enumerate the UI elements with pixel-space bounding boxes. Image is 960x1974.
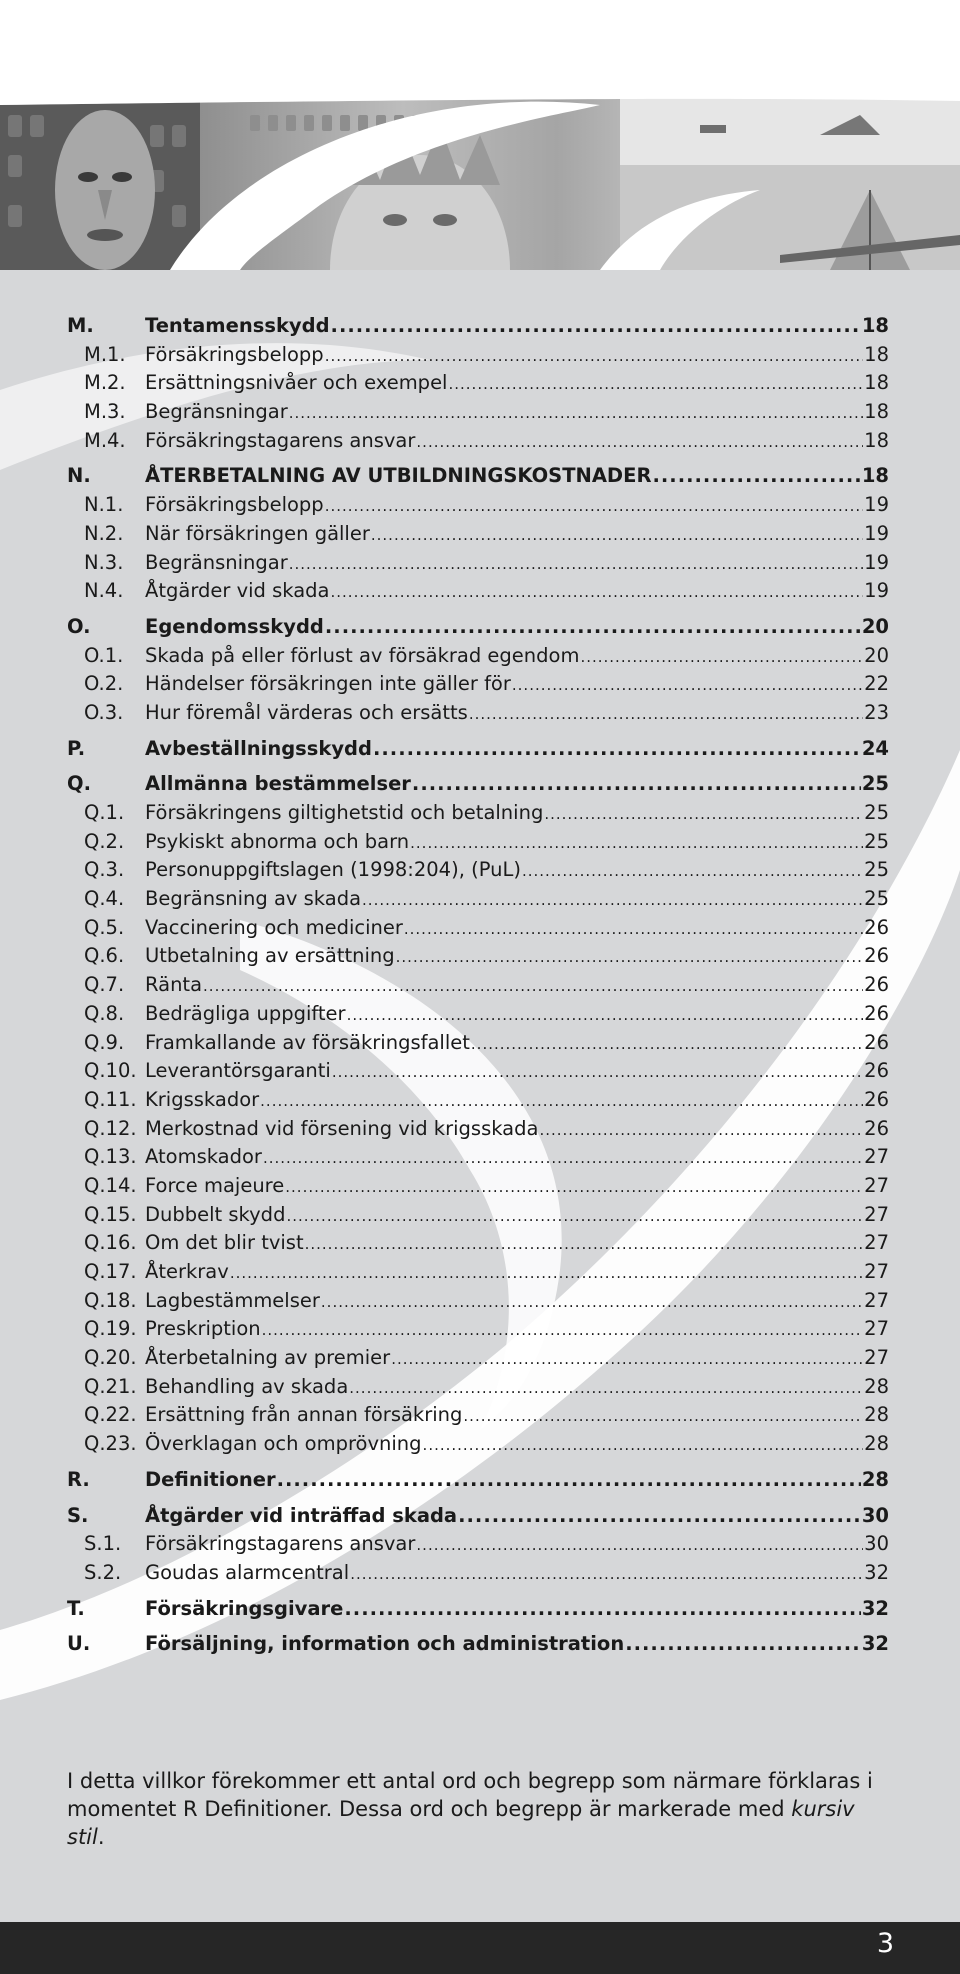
toc-entry-page: 25 xyxy=(864,829,889,853)
toc-entry-title: Definitioner xyxy=(145,1467,276,1491)
toc-entry-title: ÅTERBETALNING AV UTBILDNINGSKOSTNADER xyxy=(145,464,652,488)
toc-subsection-row xyxy=(67,1172,889,1201)
toc-entry-page: 26 xyxy=(864,944,889,968)
toc-subsection-row xyxy=(67,885,889,914)
toc-entry-title: Försäkringstagarens ansvar xyxy=(145,428,416,452)
toc-entry-title: Hur föremål värderas och ersätts xyxy=(145,700,468,724)
table-of-contents xyxy=(67,312,889,1659)
toc-entry-title: Försäkringstagarens ansvar xyxy=(145,1532,416,1556)
toc-dot-leader xyxy=(448,370,863,399)
toc-dot-leader xyxy=(416,1531,863,1560)
toc-entry-number: Q.22. xyxy=(84,1403,137,1427)
toc-entry-number: N.3. xyxy=(84,550,124,574)
toc-entry-title: Bedrägliga uppgifter xyxy=(145,1001,346,1025)
toc-entry-page: 20 xyxy=(861,614,889,638)
toc-entry-title: Tentamensskydd xyxy=(145,314,330,337)
toc-entry-title: Ersättningsnivåer och exempel xyxy=(145,371,448,395)
toc-entry-number: Q.14. xyxy=(84,1173,137,1197)
toc-entry-title: Egendomsskydd xyxy=(145,614,324,638)
toc-entry-title: Behandling av skada xyxy=(145,1374,349,1398)
toc-entry-page: 27 xyxy=(864,1173,889,1197)
toc-subsection-row xyxy=(67,549,889,578)
toc-entry-title: Återbetalning av premier xyxy=(145,1346,391,1370)
page-number: 3 xyxy=(876,1928,894,1959)
toc-entry-title: Ränta xyxy=(145,973,203,997)
toc-subsection-row xyxy=(67,642,889,671)
toc-subsection-row xyxy=(67,1143,889,1172)
toc-entry-number: Q.2. xyxy=(84,829,125,853)
toc-dot-leader xyxy=(416,428,863,457)
footer-bar xyxy=(0,1922,960,1974)
toc-entry-title: Försäkringsbelopp xyxy=(145,493,324,517)
toc-entry-page: 27 xyxy=(864,1145,889,1169)
toc-dot-leader xyxy=(305,1230,864,1259)
toc-dot-leader xyxy=(373,735,861,764)
toc-entry-page: 19 xyxy=(864,521,889,545)
toc-subsection-row xyxy=(67,369,889,398)
toc-subsection-row xyxy=(67,856,889,885)
toc-dot-leader xyxy=(469,700,863,729)
toc-dot-leader xyxy=(652,462,860,491)
toc-entry-number: M.2. xyxy=(84,371,126,395)
toc-entry-title: Försäkringsbelopp xyxy=(145,342,324,366)
toc-entry-page: 26 xyxy=(864,973,889,997)
toc-entry-title: Personuppgiftslagen (1998:204), (PuL) xyxy=(145,858,521,882)
toc-entry-page: 26 xyxy=(864,1059,889,1083)
toc-entry-number: Q.12. xyxy=(84,1116,137,1140)
toc-dot-leader xyxy=(325,342,863,371)
toc-subsection-row xyxy=(67,491,889,520)
toc-subsection-row xyxy=(67,914,889,943)
toc-entry-number: Q.7. xyxy=(84,973,125,997)
toc-entry-page: 20 xyxy=(864,643,889,667)
toc-subsection-row xyxy=(67,1287,889,1316)
toc-dot-leader xyxy=(391,1345,863,1374)
toc-entry-page: 26 xyxy=(864,1030,889,1054)
toc-dot-leader xyxy=(285,1173,863,1202)
toc-dot-leader xyxy=(289,550,863,579)
toc-section-row xyxy=(67,613,889,642)
toc-entry-title: Utbetalning av ersättning xyxy=(145,944,395,968)
footnote-paragraph xyxy=(67,1767,897,1851)
toc-subsection-row xyxy=(67,1229,889,1258)
toc-entry-title: Vaccinering och mediciner xyxy=(145,915,403,939)
toc-dot-leader xyxy=(362,886,863,915)
toc-subsection-row xyxy=(67,828,889,857)
top-margin xyxy=(0,0,960,95)
toc-entry-title: Försäljning, information och administration xyxy=(145,1632,625,1656)
toc-subsection-row xyxy=(67,1315,889,1344)
toc-entry-title: Goudas alarmcentral xyxy=(145,1560,350,1584)
toc-dot-leader xyxy=(539,1116,863,1145)
white-swoosh-decoration xyxy=(0,95,960,270)
toc-entry-title: Försäkringens giltighetstid och betalning xyxy=(145,801,544,824)
toc-dot-leader xyxy=(412,770,861,799)
toc-dot-leader xyxy=(331,578,864,607)
toc-entry-number: O. xyxy=(67,614,91,638)
toc-subsection-row xyxy=(67,799,889,828)
toc-section-row xyxy=(67,1502,889,1531)
toc-entry-title: Merkostnad vid försening vid krigsskada xyxy=(145,1116,539,1140)
toc-section-row xyxy=(67,770,889,799)
toc-entry-number: N.4. xyxy=(84,579,124,603)
toc-dot-leader xyxy=(410,829,863,858)
toc-entry-title: Atomskador xyxy=(145,1145,262,1169)
toc-entry-page: 18 xyxy=(864,371,889,395)
toc-dot-leader xyxy=(522,857,863,886)
toc-entry-page: 18 xyxy=(864,342,889,366)
toc-entry-page: 27 xyxy=(864,1346,889,1370)
toc-entry-title: Om det blir tvist xyxy=(145,1231,304,1255)
toc-subsection-row xyxy=(67,1530,889,1559)
toc-entry-number: Q. xyxy=(67,772,91,796)
toc-entry-title: Begränsningar xyxy=(145,400,288,424)
toc-dot-leader xyxy=(230,1259,863,1288)
toc-subsection-row xyxy=(67,577,889,606)
toc-entry-title: Avbeställningsskydd xyxy=(145,736,372,760)
toc-subsection-row xyxy=(67,1559,889,1588)
toc-entry-number: O.3. xyxy=(84,700,124,724)
toc-entry-title: Ersättning från annan försäkring xyxy=(145,1403,463,1427)
toc-dot-leader xyxy=(544,800,863,829)
toc-entry-title: Återkrav xyxy=(145,1260,229,1283)
toc-entry-number: Q.3. xyxy=(84,858,125,882)
toc-entry-number: Q.15. xyxy=(84,1202,137,1226)
toc-entry-title: Allmänna bestämmelser xyxy=(145,772,411,796)
toc-entry-number: Q.18. xyxy=(84,1288,137,1312)
toc-entry-title: Psykiskt abnorma och barn xyxy=(145,829,410,853)
toc-entry-number: M.1. xyxy=(84,342,126,366)
toc-entry-number: Q.23. xyxy=(84,1432,137,1456)
toc-section-row xyxy=(67,312,889,341)
toc-entry-page: 27 xyxy=(864,1231,889,1255)
toc-dot-leader xyxy=(277,1466,861,1495)
toc-entry-page: 32 xyxy=(861,1632,889,1656)
toc-subsection-row xyxy=(67,670,889,699)
toc-subsection-row xyxy=(67,427,889,456)
toc-entry-page: 28 xyxy=(864,1403,889,1427)
toc-entry-number: Q.13. xyxy=(84,1145,137,1169)
toc-dot-leader xyxy=(404,915,863,944)
toc-entry-page: 32 xyxy=(864,1560,889,1584)
toc-subsection-row xyxy=(67,1029,889,1058)
toc-entry-page: 18 xyxy=(864,400,889,424)
toc-entry-title: Krigsskador xyxy=(145,1087,260,1111)
footnote-text: I detta villkor förekommer ett antal ord och begrepp som närmare förklaras i momentet R Definitioner. Dessa ord och begrepp är markerade med xyxy=(67,1769,873,1821)
toc-entry-number: M. xyxy=(67,314,94,337)
toc-subsection-row xyxy=(67,1115,889,1144)
toc-entry-page: 26 xyxy=(864,1116,889,1140)
toc-entry-page: 26 xyxy=(864,1087,889,1111)
header-banner-image xyxy=(0,95,960,270)
toc-dot-leader xyxy=(263,1144,863,1173)
toc-entry-number: U. xyxy=(67,1632,91,1656)
toc-subsection-row xyxy=(67,1057,889,1086)
toc-entry-number: S.2. xyxy=(84,1560,122,1584)
toc-entry-number: N.2. xyxy=(84,521,124,545)
toc-entry-title: Försäkringsgivare xyxy=(145,1596,344,1620)
toc-subsection-row xyxy=(67,942,889,971)
toc-entry-title: Dubbelt skydd xyxy=(145,1202,286,1226)
toc-dot-leader xyxy=(580,643,863,672)
toc-entry-number: Q.9. xyxy=(84,1030,125,1054)
toc-entry-title: Preskription xyxy=(145,1317,261,1341)
toc-entry-page: 27 xyxy=(864,1317,889,1341)
toc-entry-title: Framkallande av försäkringsfallet xyxy=(145,1030,470,1054)
toc-entry-page: 26 xyxy=(864,1001,889,1025)
toc-dot-leader xyxy=(260,1087,863,1116)
toc-entry-number: S.1. xyxy=(84,1532,122,1556)
toc-entry-number: S. xyxy=(67,1503,89,1527)
toc-entry-number: O.1. xyxy=(84,643,124,667)
toc-entry-page: 19 xyxy=(864,579,889,603)
toc-entry-page: 28 xyxy=(864,1374,889,1398)
toc-subsection-row xyxy=(67,1401,889,1430)
toc-dot-leader xyxy=(423,1431,864,1460)
toc-dot-leader xyxy=(286,1202,863,1231)
toc-dot-leader xyxy=(471,1030,863,1059)
toc-entry-number: Q.16. xyxy=(84,1231,137,1255)
toc-entry-page: 28 xyxy=(864,1432,889,1456)
toc-entry-number: M.4. xyxy=(84,428,126,452)
toc-subsection-row xyxy=(67,1086,889,1115)
toc-dot-leader xyxy=(289,399,863,428)
toc-entry-title: Skada på eller förlust av försäkrad egendom xyxy=(145,643,580,667)
toc-entry-page: 32 xyxy=(861,1596,889,1620)
toc-entry-page: 27 xyxy=(864,1202,889,1226)
toc-entry-title: När försäkringen gäller xyxy=(145,521,370,545)
toc-entry-title: Begränsning av skada xyxy=(145,887,362,911)
toc-subsection-row xyxy=(67,1000,889,1029)
toc-subsection-row xyxy=(67,1344,889,1373)
toc-entry-page: 27 xyxy=(864,1260,889,1283)
toc-entry-title: Force majeure xyxy=(145,1173,285,1197)
toc-entry-title: Lagbestämmelser xyxy=(145,1288,320,1312)
toc-entry-number: Q.21. xyxy=(84,1374,137,1398)
footnote-italic-text: kursiv stil xyxy=(67,1797,855,1849)
toc-entry-page: 30 xyxy=(861,1503,889,1527)
toc-entry-page: 22 xyxy=(864,672,889,696)
toc-entry-page: 23 xyxy=(864,700,889,724)
toc-entry-page: 28 xyxy=(861,1467,889,1491)
toc-entry-title: Överklagan och omprövning xyxy=(145,1432,422,1456)
toc-dot-leader xyxy=(350,1560,863,1589)
toc-dot-leader xyxy=(396,943,864,972)
toc-dot-leader xyxy=(325,492,863,521)
toc-entry-number: Q.4. xyxy=(84,887,125,911)
toc-subsection-row xyxy=(67,520,889,549)
toc-entry-number: Q.5. xyxy=(84,915,125,939)
toc-entry-page: 25 xyxy=(864,858,889,882)
toc-dot-leader xyxy=(203,972,863,1001)
toc-entry-number: P. xyxy=(67,736,86,760)
toc-entry-number: Q.11. xyxy=(84,1087,137,1111)
toc-entry-page: 18 xyxy=(864,428,889,452)
toc-dot-leader xyxy=(344,1595,860,1624)
toc-subsection-row xyxy=(67,971,889,1000)
toc-entry-title: Begränsningar xyxy=(145,550,288,574)
toc-subsection-row xyxy=(67,1201,889,1230)
toc-entry-page: 18 xyxy=(861,314,889,337)
toc-dot-leader xyxy=(625,1630,861,1659)
footnote-end: . xyxy=(97,1825,105,1849)
toc-dot-leader xyxy=(463,1402,863,1431)
toc-section-row xyxy=(67,1630,889,1659)
toc-section-row xyxy=(67,1466,889,1495)
toc-section-row xyxy=(67,462,889,491)
toc-entry-page: 24 xyxy=(861,736,889,760)
toc-subsection-row xyxy=(67,1258,889,1287)
toc-entry-page: 19 xyxy=(864,550,889,574)
toc-dot-leader xyxy=(332,1058,863,1087)
toc-entry-page: 30 xyxy=(864,1532,889,1556)
toc-dot-leader xyxy=(512,671,863,700)
toc-dot-leader xyxy=(349,1374,863,1403)
toc-entry-title: Åtgärder vid skada xyxy=(145,579,330,603)
toc-entry-number: R. xyxy=(67,1467,90,1491)
toc-entry-number: Q.20. xyxy=(84,1346,137,1370)
toc-entry-title: Leverantörsgaranti xyxy=(145,1059,331,1083)
toc-subsection-row xyxy=(67,398,889,427)
toc-dot-leader xyxy=(371,521,863,550)
toc-dot-leader xyxy=(321,1288,863,1317)
toc-entry-number: Q.6. xyxy=(84,944,125,968)
toc-section-row xyxy=(67,1595,889,1624)
toc-entry-number: N. xyxy=(67,464,91,488)
toc-entry-page: 26 xyxy=(864,915,889,939)
toc-dot-leader xyxy=(325,613,861,642)
toc-subsection-row xyxy=(67,341,889,370)
toc-entry-page: 18 xyxy=(861,464,889,488)
toc-entry-number: Q.10. xyxy=(84,1059,137,1083)
toc-entry-page: 19 xyxy=(864,493,889,517)
toc-dot-leader xyxy=(458,1502,861,1531)
toc-entry-page: 25 xyxy=(864,801,889,824)
toc-entry-number: T. xyxy=(67,1596,85,1620)
toc-entry-page: 25 xyxy=(864,887,889,911)
toc-entry-number: O.2. xyxy=(84,672,124,696)
toc-entry-number: Q.17. xyxy=(84,1260,137,1283)
toc-dot-leader xyxy=(262,1316,864,1345)
toc-entry-number: Q.19. xyxy=(84,1317,137,1341)
toc-entry-number: Q.8. xyxy=(84,1001,125,1025)
toc-entry-number: M.3. xyxy=(84,400,126,424)
toc-entry-page: 25 xyxy=(861,772,889,796)
toc-subsection-row xyxy=(67,1430,889,1459)
toc-entry-title: Händelser försäkringen inte gäller för xyxy=(145,672,511,696)
toc-subsection-row xyxy=(67,1373,889,1402)
toc-entry-number: Q.1. xyxy=(84,801,125,824)
toc-entry-title: Åtgärder vid inträffad skada xyxy=(145,1503,458,1527)
toc-subsection-row xyxy=(67,699,889,728)
toc-dot-leader xyxy=(331,312,861,341)
toc-entry-page: 27 xyxy=(864,1288,889,1312)
toc-dot-leader xyxy=(347,1001,864,1030)
toc-section-row xyxy=(67,735,889,764)
toc-entry-number: N.1. xyxy=(84,493,124,517)
